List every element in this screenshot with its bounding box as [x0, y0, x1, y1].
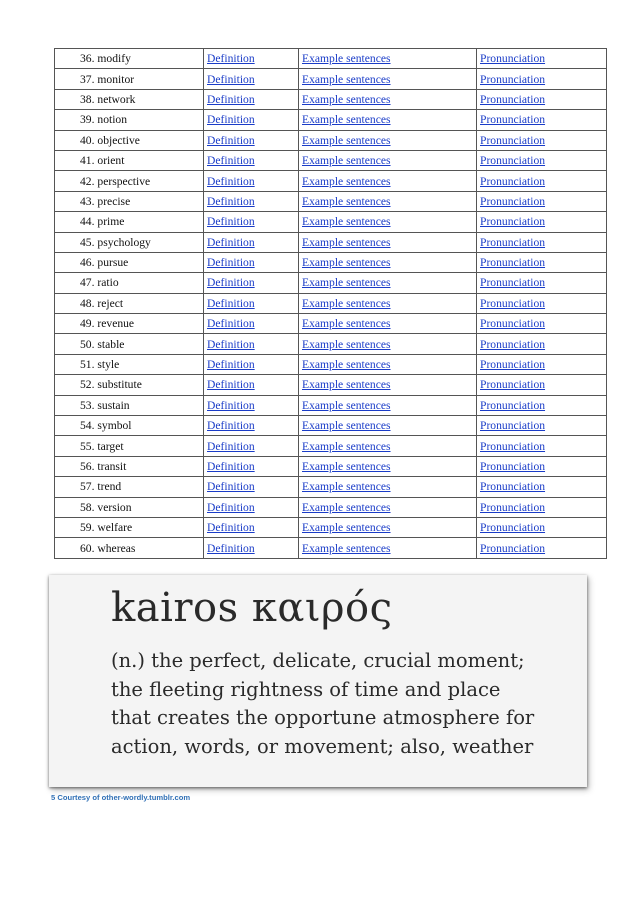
example-sentences-cell [299, 171, 477, 191]
word-cell: 58. version [55, 497, 204, 517]
definition-link[interactable]: Definition [207, 113, 255, 127]
table-row [55, 334, 607, 354]
table-row [55, 130, 607, 150]
definition-link[interactable]: Definition [207, 358, 255, 372]
pronunciation-cell [477, 517, 607, 537]
table-row [55, 191, 607, 211]
word-cell: 45. psychology [55, 232, 204, 252]
example-sentences-link[interactable]: Example sentences [302, 72, 391, 86]
definition-link[interactable]: Definition [207, 194, 255, 208]
example-sentences-cell [299, 375, 477, 395]
example-sentences-cell [299, 395, 477, 415]
example-sentences-link[interactable]: Example sentences [302, 92, 391, 106]
word-cell: 38. network [55, 89, 204, 109]
example-sentences-link[interactable]: Example sentences [302, 154, 391, 168]
table-row [55, 171, 607, 191]
pronunciation-link[interactable]: Pronunciation [480, 235, 546, 249]
pronunciation-cell [477, 334, 607, 354]
definition-link[interactable]: Definition [207, 215, 255, 229]
word-cell: 41. orient [55, 150, 204, 170]
pronunciation-link[interactable]: Pronunciation [480, 72, 546, 86]
table-row [55, 69, 607, 89]
table-row [55, 375, 607, 395]
definition-cell [204, 171, 299, 191]
pronunciation-cell [477, 497, 607, 517]
pronunciation-link[interactable]: Pronunciation [480, 154, 546, 168]
kairos-definition-text: (n.) the perfect, delicate, crucial moment; the fleeting rightness of time and place that creates the opportune atmosphere for action, words, or movement; also, weather [111, 649, 535, 758]
example-sentences-cell [299, 436, 477, 456]
pronunciation-link[interactable]: Pronunciation [480, 378, 546, 392]
table-row [55, 232, 607, 252]
example-sentences-link[interactable]: Example sentences [302, 174, 391, 188]
definition-link[interactable]: Definition [207, 500, 255, 514]
example-sentences-link[interactable]: Example sentences [302, 500, 391, 514]
table-row [55, 273, 607, 293]
word-cell: 60. whereas [55, 538, 204, 558]
definition-cell [204, 477, 299, 497]
pronunciation-link[interactable]: Pronunciation [480, 398, 546, 412]
word-cell: 48. reject [55, 293, 204, 313]
example-sentences-cell [299, 314, 477, 334]
definition-link[interactable]: Definition [207, 52, 255, 66]
example-sentences-cell [299, 517, 477, 537]
pronunciation-cell [477, 150, 607, 170]
definition-cell [204, 517, 299, 537]
pronunciation-cell [477, 538, 607, 558]
pronunciation-cell [477, 49, 607, 69]
pronunciation-link[interactable]: Pronunciation [480, 337, 546, 351]
pronunciation-cell [477, 477, 607, 497]
definition-link[interactable]: Definition [207, 72, 255, 86]
definition-cell [204, 497, 299, 517]
pronunciation-cell [477, 436, 607, 456]
definition-cell [204, 334, 299, 354]
definition-cell [204, 232, 299, 252]
pronunciation-link[interactable]: Pronunciation [480, 419, 546, 433]
vocabulary-table-body [55, 49, 607, 559]
pronunciation-cell [477, 212, 607, 232]
example-sentences-cell [299, 293, 477, 313]
pronunciation-cell [477, 375, 607, 395]
pronunciation-link[interactable]: Pronunciation [480, 317, 546, 331]
word-cell: 54. symbol [55, 416, 204, 436]
table-row [55, 252, 607, 272]
example-sentences-link[interactable]: Example sentences [302, 460, 391, 473]
word-cell: 59. welfare [55, 517, 204, 537]
pronunciation-link[interactable]: Pronunciation [480, 358, 546, 372]
table-row [55, 150, 607, 170]
table-row [55, 416, 607, 436]
definition-cell [204, 293, 299, 313]
word-cell: 51. style [55, 354, 204, 374]
definition-link[interactable]: Definition [207, 541, 255, 555]
definition-cell [204, 252, 299, 272]
table-row [55, 436, 607, 456]
definition-cell [204, 436, 299, 456]
pronunciation-cell [477, 130, 607, 150]
table-row [55, 212, 607, 232]
word-cell: 57. trend [55, 477, 204, 497]
example-sentences-link[interactable]: Example sentences [302, 52, 391, 66]
example-sentences-link[interactable]: Example sentences [302, 358, 391, 372]
example-sentences-link[interactable]: Example sentences [302, 235, 391, 249]
table-row [55, 293, 607, 313]
example-sentences-cell [299, 191, 477, 211]
word-cell: 43. precise [55, 191, 204, 211]
table-row [55, 517, 607, 537]
pronunciation-cell [477, 69, 607, 89]
pronunciation-link[interactable]: Pronunciation [480, 521, 546, 535]
table-row [55, 314, 607, 334]
word-cell: 37. monitor [55, 69, 204, 89]
pronunciation-link[interactable]: Pronunciation [480, 133, 546, 147]
example-sentences-cell [299, 354, 477, 374]
word-cell: 52. substitute [55, 375, 204, 395]
pronunciation-link[interactable]: Pronunciation [480, 215, 546, 229]
pronunciation-link[interactable]: Pronunciation [480, 52, 546, 66]
word-cell: 46. pursue [55, 252, 204, 272]
example-sentences-cell [299, 49, 477, 69]
definition-link[interactable]: Definition [207, 133, 255, 147]
definition-link[interactable]: Definition [207, 154, 255, 168]
word-cell: 47. ratio [55, 273, 204, 293]
pronunciation-cell [477, 314, 607, 334]
definition-link[interactable]: Definition [207, 521, 255, 535]
pronunciation-link[interactable]: Pronunciation [480, 460, 546, 473]
example-sentences-link[interactable]: Example sentences [302, 398, 391, 412]
word-cell: 44. prime [55, 212, 204, 232]
example-sentences-cell [299, 130, 477, 150]
pronunciation-cell [477, 171, 607, 191]
example-sentences-cell [299, 252, 477, 272]
definition-cell [204, 212, 299, 232]
table-row [55, 354, 607, 374]
table-row [55, 110, 607, 130]
example-sentences-cell [299, 334, 477, 354]
pronunciation-link[interactable]: Pronunciation [480, 92, 546, 106]
pronunciation-cell [477, 395, 607, 415]
pronunciation-cell [477, 416, 607, 436]
example-sentences-cell [299, 497, 477, 517]
image-caption: 5 Courtesy of other-wordly.tumblr.com [51, 793, 191, 802]
pronunciation-cell [477, 89, 607, 109]
definition-link[interactable]: Definition [207, 256, 255, 270]
example-sentences-cell [299, 273, 477, 293]
definition-cell [204, 273, 299, 293]
definition-cell [204, 395, 299, 415]
definition-link[interactable]: Definition [207, 480, 255, 494]
example-sentences-cell [299, 212, 477, 232]
example-sentences-link[interactable]: Example sentences [302, 521, 391, 535]
table-row [55, 477, 607, 497]
pronunciation-cell [477, 293, 607, 313]
pronunciation-cell [477, 252, 607, 272]
pronunciation-link[interactable]: Pronunciation [480, 439, 546, 453]
table-row [55, 497, 607, 517]
definition-cell [204, 354, 299, 374]
definition-cell [204, 314, 299, 334]
example-sentences-link[interactable]: Example sentences [302, 296, 391, 310]
word-cell: 56. transit [55, 456, 204, 476]
kairos-definition-image [49, 575, 587, 787]
definition-link[interactable]: Definition [207, 296, 255, 310]
definition-cell [204, 375, 299, 395]
example-sentences-link[interactable]: Example sentences [302, 378, 391, 392]
kairos-heading: kairos καιρός [111, 585, 393, 631]
definition-cell [204, 416, 299, 436]
definition-link[interactable]: Definition [207, 174, 255, 188]
pronunciation-cell [477, 191, 607, 211]
pronunciation-link[interactable]: Pronunciation [480, 256, 546, 270]
table-row [55, 89, 607, 109]
example-sentences-link[interactable]: Example sentences [302, 480, 391, 494]
definition-link[interactable]: Definition [207, 317, 255, 331]
definition-link[interactable]: Definition [207, 235, 255, 249]
word-cell: 50. stable [55, 334, 204, 354]
pronunciation-link[interactable]: Pronunciation [480, 113, 546, 127]
example-sentences-link[interactable]: Example sentences [302, 256, 391, 270]
definition-cell [204, 49, 299, 69]
example-sentences-link[interactable]: Example sentences [302, 215, 391, 229]
definition-cell [204, 150, 299, 170]
definition-cell [204, 69, 299, 89]
word-cell: 55. target [55, 436, 204, 456]
example-sentences-cell [299, 416, 477, 436]
example-sentences-cell [299, 456, 477, 476]
definition-link[interactable]: Definition [207, 378, 255, 392]
example-sentences-cell [299, 110, 477, 130]
example-sentences-cell [299, 89, 477, 109]
example-sentences-link[interactable]: Example sentences [302, 419, 391, 433]
example-sentences-link[interactable]: Example sentences [302, 317, 391, 331]
definition-cell [204, 191, 299, 211]
word-cell: 49. revenue [55, 314, 204, 334]
definition-cell [204, 110, 299, 130]
example-sentences-link[interactable]: Example sentences [302, 133, 391, 147]
definition-cell [204, 538, 299, 558]
definition-cell [204, 130, 299, 150]
example-sentences-cell [299, 477, 477, 497]
pronunciation-link[interactable]: Pronunciation [480, 500, 546, 514]
example-sentences-link[interactable]: Example sentences [302, 276, 391, 290]
pronunciation-cell [477, 456, 607, 476]
word-cell: 39. notion [55, 110, 204, 130]
definition-cell [204, 89, 299, 109]
definition-link[interactable]: Definition [207, 337, 255, 351]
word-cell: 53. sustain [55, 395, 204, 415]
definition-link[interactable]: Definition [207, 460, 255, 473]
word-cell: 40. objective [55, 130, 204, 150]
example-sentences-link[interactable]: Example sentences [302, 337, 391, 351]
example-sentences-cell [299, 150, 477, 170]
example-sentences-link[interactable]: Example sentences [302, 113, 391, 127]
pronunciation-link[interactable]: Pronunciation [480, 194, 546, 208]
pronunciation-link[interactable]: Pronunciation [480, 541, 546, 555]
definition-link[interactable]: Definition [207, 398, 255, 412]
pronunciation-cell [477, 232, 607, 252]
example-sentences-cell [299, 69, 477, 89]
example-sentences-link[interactable]: Example sentences [302, 194, 391, 208]
vocabulary-table [54, 48, 607, 559]
example-sentences-link[interactable]: Example sentences [302, 541, 391, 555]
pronunciation-cell [477, 110, 607, 130]
pronunciation-link[interactable]: Pronunciation [480, 174, 546, 188]
table-row [55, 395, 607, 415]
definition-link[interactable]: Definition [207, 419, 255, 433]
example-sentences-cell [299, 232, 477, 252]
definition-link[interactable]: Definition [207, 276, 255, 290]
pronunciation-cell [477, 273, 607, 293]
pronunciation-link[interactable]: Pronunciation [480, 296, 546, 310]
pronunciation-cell [477, 354, 607, 374]
definition-link[interactable]: Definition [207, 439, 255, 453]
word-cell: 42. perspective [55, 171, 204, 191]
table-row [55, 49, 607, 69]
table-row [55, 456, 607, 476]
example-sentences-cell [299, 538, 477, 558]
example-sentences-link[interactable]: Example sentences [302, 439, 391, 453]
table-row [55, 538, 607, 558]
definition-cell [204, 456, 299, 476]
word-cell: 36. modify [55, 49, 204, 69]
pronunciation-link[interactable]: Pronunciation [480, 276, 546, 290]
pronunciation-link[interactable]: Pronunciation [480, 480, 546, 494]
definition-link[interactable]: Definition [207, 92, 255, 106]
